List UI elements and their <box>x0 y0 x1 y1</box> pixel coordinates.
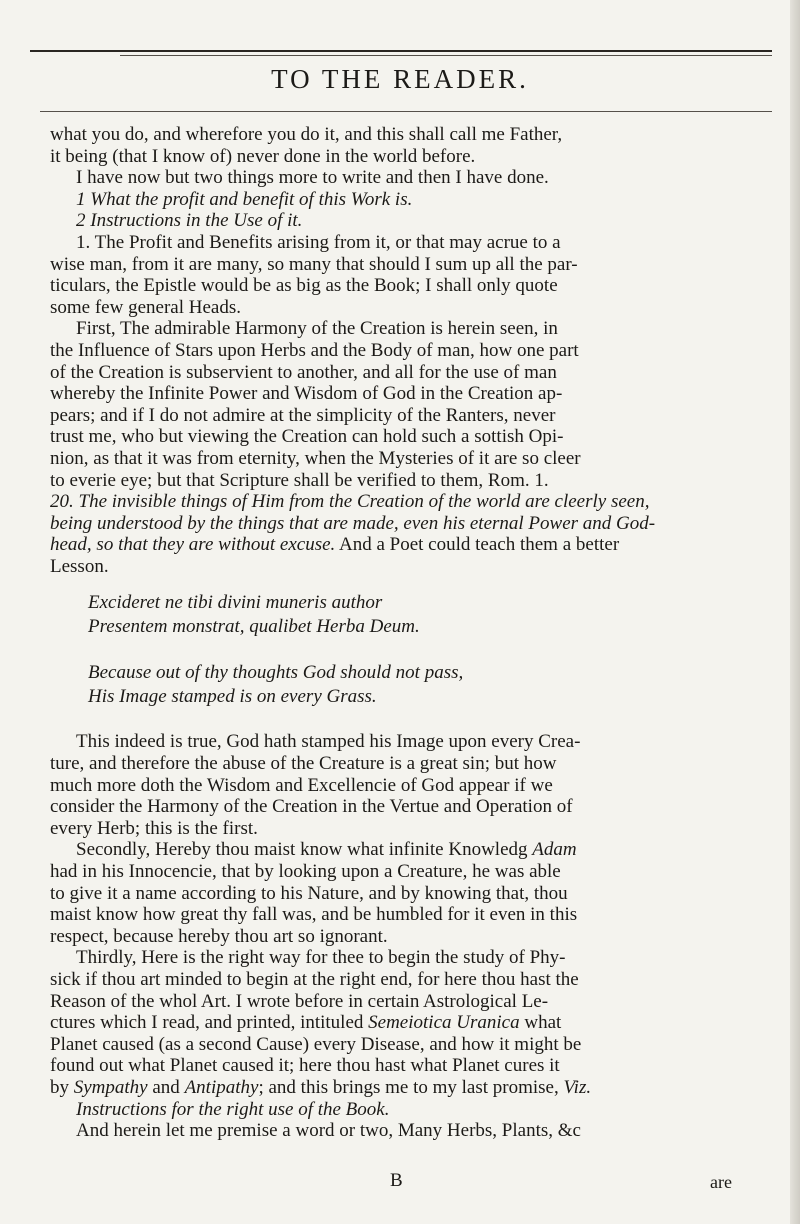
text-run: what <box>519 1012 562 1034</box>
text-line: wise man, from it are many, so many that should I sum up all the par- <box>50 253 578 275</box>
text-run: Secondly, Hereby thou maist know what infinite Knowledg <box>76 839 533 861</box>
text-line: nion, as that it was from eternity, when the Mysteries of it are so cleer <box>50 447 581 469</box>
signature-mark: B <box>390 1170 403 1191</box>
text-line: sick if thou art minded to begin at the right end, for here thou hast the <box>50 969 579 990</box>
text-line: ture, and therefore the abuse of the Creature is a great sin; but how <box>50 753 557 775</box>
text-line: whereby the Infinite Power and Wisdom of God in the Creation ap- <box>50 383 563 405</box>
text-line: it being (that I know of) never done in the world before. <box>50 145 476 167</box>
list-item: 1 What the profit and benefit of this Work is. <box>76 188 413 210</box>
text-line: the Influence of Stars upon Herbs and the Body of man, how one part <box>50 339 579 361</box>
section-heading: Instructions for the right use of the Book. <box>76 1098 390 1120</box>
term-antipathy: Antipathy <box>184 1076 259 1098</box>
term-sympathy: Sympathy <box>73 1076 148 1098</box>
text-line: Thirdly, Here is the right way for thee to begin the study of Phy- <box>76 947 566 969</box>
scripture-quote: 20. The invisible things of Him from the Creation of the world are cleerly seen, <box>50 491 650 513</box>
top-rule <box>30 50 772 52</box>
text-run: And a Poet could teach them a better <box>335 534 620 556</box>
text-line <box>50 1012 768 1034</box>
verse-line: His Image stamped is on every Grass. <box>88 686 377 708</box>
verse-line: Excideret ne tibi divini muneris author <box>88 592 383 614</box>
list-item: 2 Instructions in the Use of it. <box>76 210 303 232</box>
running-header: TO THE READER. <box>271 64 529 94</box>
text-line: ticulars, the Epistle would be as big as the Book; I shall only quote <box>50 275 558 297</box>
text-line: I have now but two things more to write and then I have done. <box>76 167 549 189</box>
text-line: of the Creation is subservient to another, and all for the use of man <box>50 361 557 383</box>
text-run: ctures which I read, and printed, intituled <box>50 1012 369 1034</box>
text-line <box>50 1077 768 1099</box>
text-line: 1. The Profit and Benefits arising from it, or that may acrue to a <box>76 231 561 253</box>
scripture-quote: being understood by the things that are made, even his eternal Power and God- <box>50 512 656 534</box>
latin-verse <box>88 591 768 639</box>
spacer <box>50 709 768 731</box>
page-edge-shadow <box>790 0 800 1224</box>
scripture-quote-end: head, so that they are without excuse. <box>50 534 336 556</box>
text-line: consider the Harmony of the Creation in the Vertue and Operation of <box>50 796 573 818</box>
text-line: maist know how great thy fall was, and be humbled for it even in this <box>50 904 578 926</box>
text-line: to everie eye; but that Scripture shall be verified to them, Rom. 1. <box>50 469 549 491</box>
text-line: pears; and if I do not admire at the simplicity of the Ranters, never <box>50 404 556 426</box>
text-line: what you do, and wherefore you do it, and this shall call me Father, <box>50 124 563 145</box>
text-run: ; and this brings me to my last promise, <box>258 1076 564 1098</box>
text-line: to give it a name according to his Nature, and by knowing that, thou <box>50 882 568 904</box>
verse-line: Presentem monstrat, qualibet Herba Deum. <box>88 616 420 638</box>
verse-line: Because out of thy thoughts God should not pass, <box>88 662 464 684</box>
header-rule <box>40 111 772 112</box>
top-rule-thin <box>120 55 772 56</box>
name-adam: Adam <box>532 839 577 861</box>
text-line: respect, because hereby thou art so ignorant. <box>50 925 388 947</box>
text-line: much more doth the Wisdom and Excellencie of God appear if we <box>50 774 553 796</box>
text-line: every Herb; this is the first. <box>50 817 258 839</box>
text-run: and <box>147 1076 185 1098</box>
text-line: Planet caused (as a second Cause) every Disease, and how it might be <box>50 1033 582 1055</box>
text-line: found out what Planet caused it; here thou hast what Planet cures it <box>50 1055 560 1077</box>
text-line: Reason of the whol Art. I wrote before in certain Astrological Le- <box>50 990 549 1012</box>
text-line: trust me, who but viewing the Creation can hold such a sottish Opi- <box>50 426 564 448</box>
text-line: Lesson. <box>50 555 109 577</box>
text-line: This indeed is true, God hath stamped his Image upon every Crea- <box>76 731 581 753</box>
text-line <box>50 534 768 556</box>
term-viz: Viz. <box>563 1076 592 1098</box>
text-line <box>50 839 768 861</box>
text-run: by <box>50 1076 74 1098</box>
english-verse <box>88 661 768 709</box>
text-line: some few general Heads. <box>50 296 241 318</box>
text-line: And herein let me premise a word or two, Many Herbs, Plants, &c <box>76 1120 581 1142</box>
text-line: First, The admirable Harmony of the Creation is herein seen, in <box>76 318 558 340</box>
catchword: are <box>710 1172 732 1192</box>
body-text <box>50 124 768 1142</box>
book-title: Semeiotica Uranica <box>368 1012 520 1034</box>
text-line: had in his Innocencie, that by looking upon a Creature, he was able <box>50 861 561 883</box>
